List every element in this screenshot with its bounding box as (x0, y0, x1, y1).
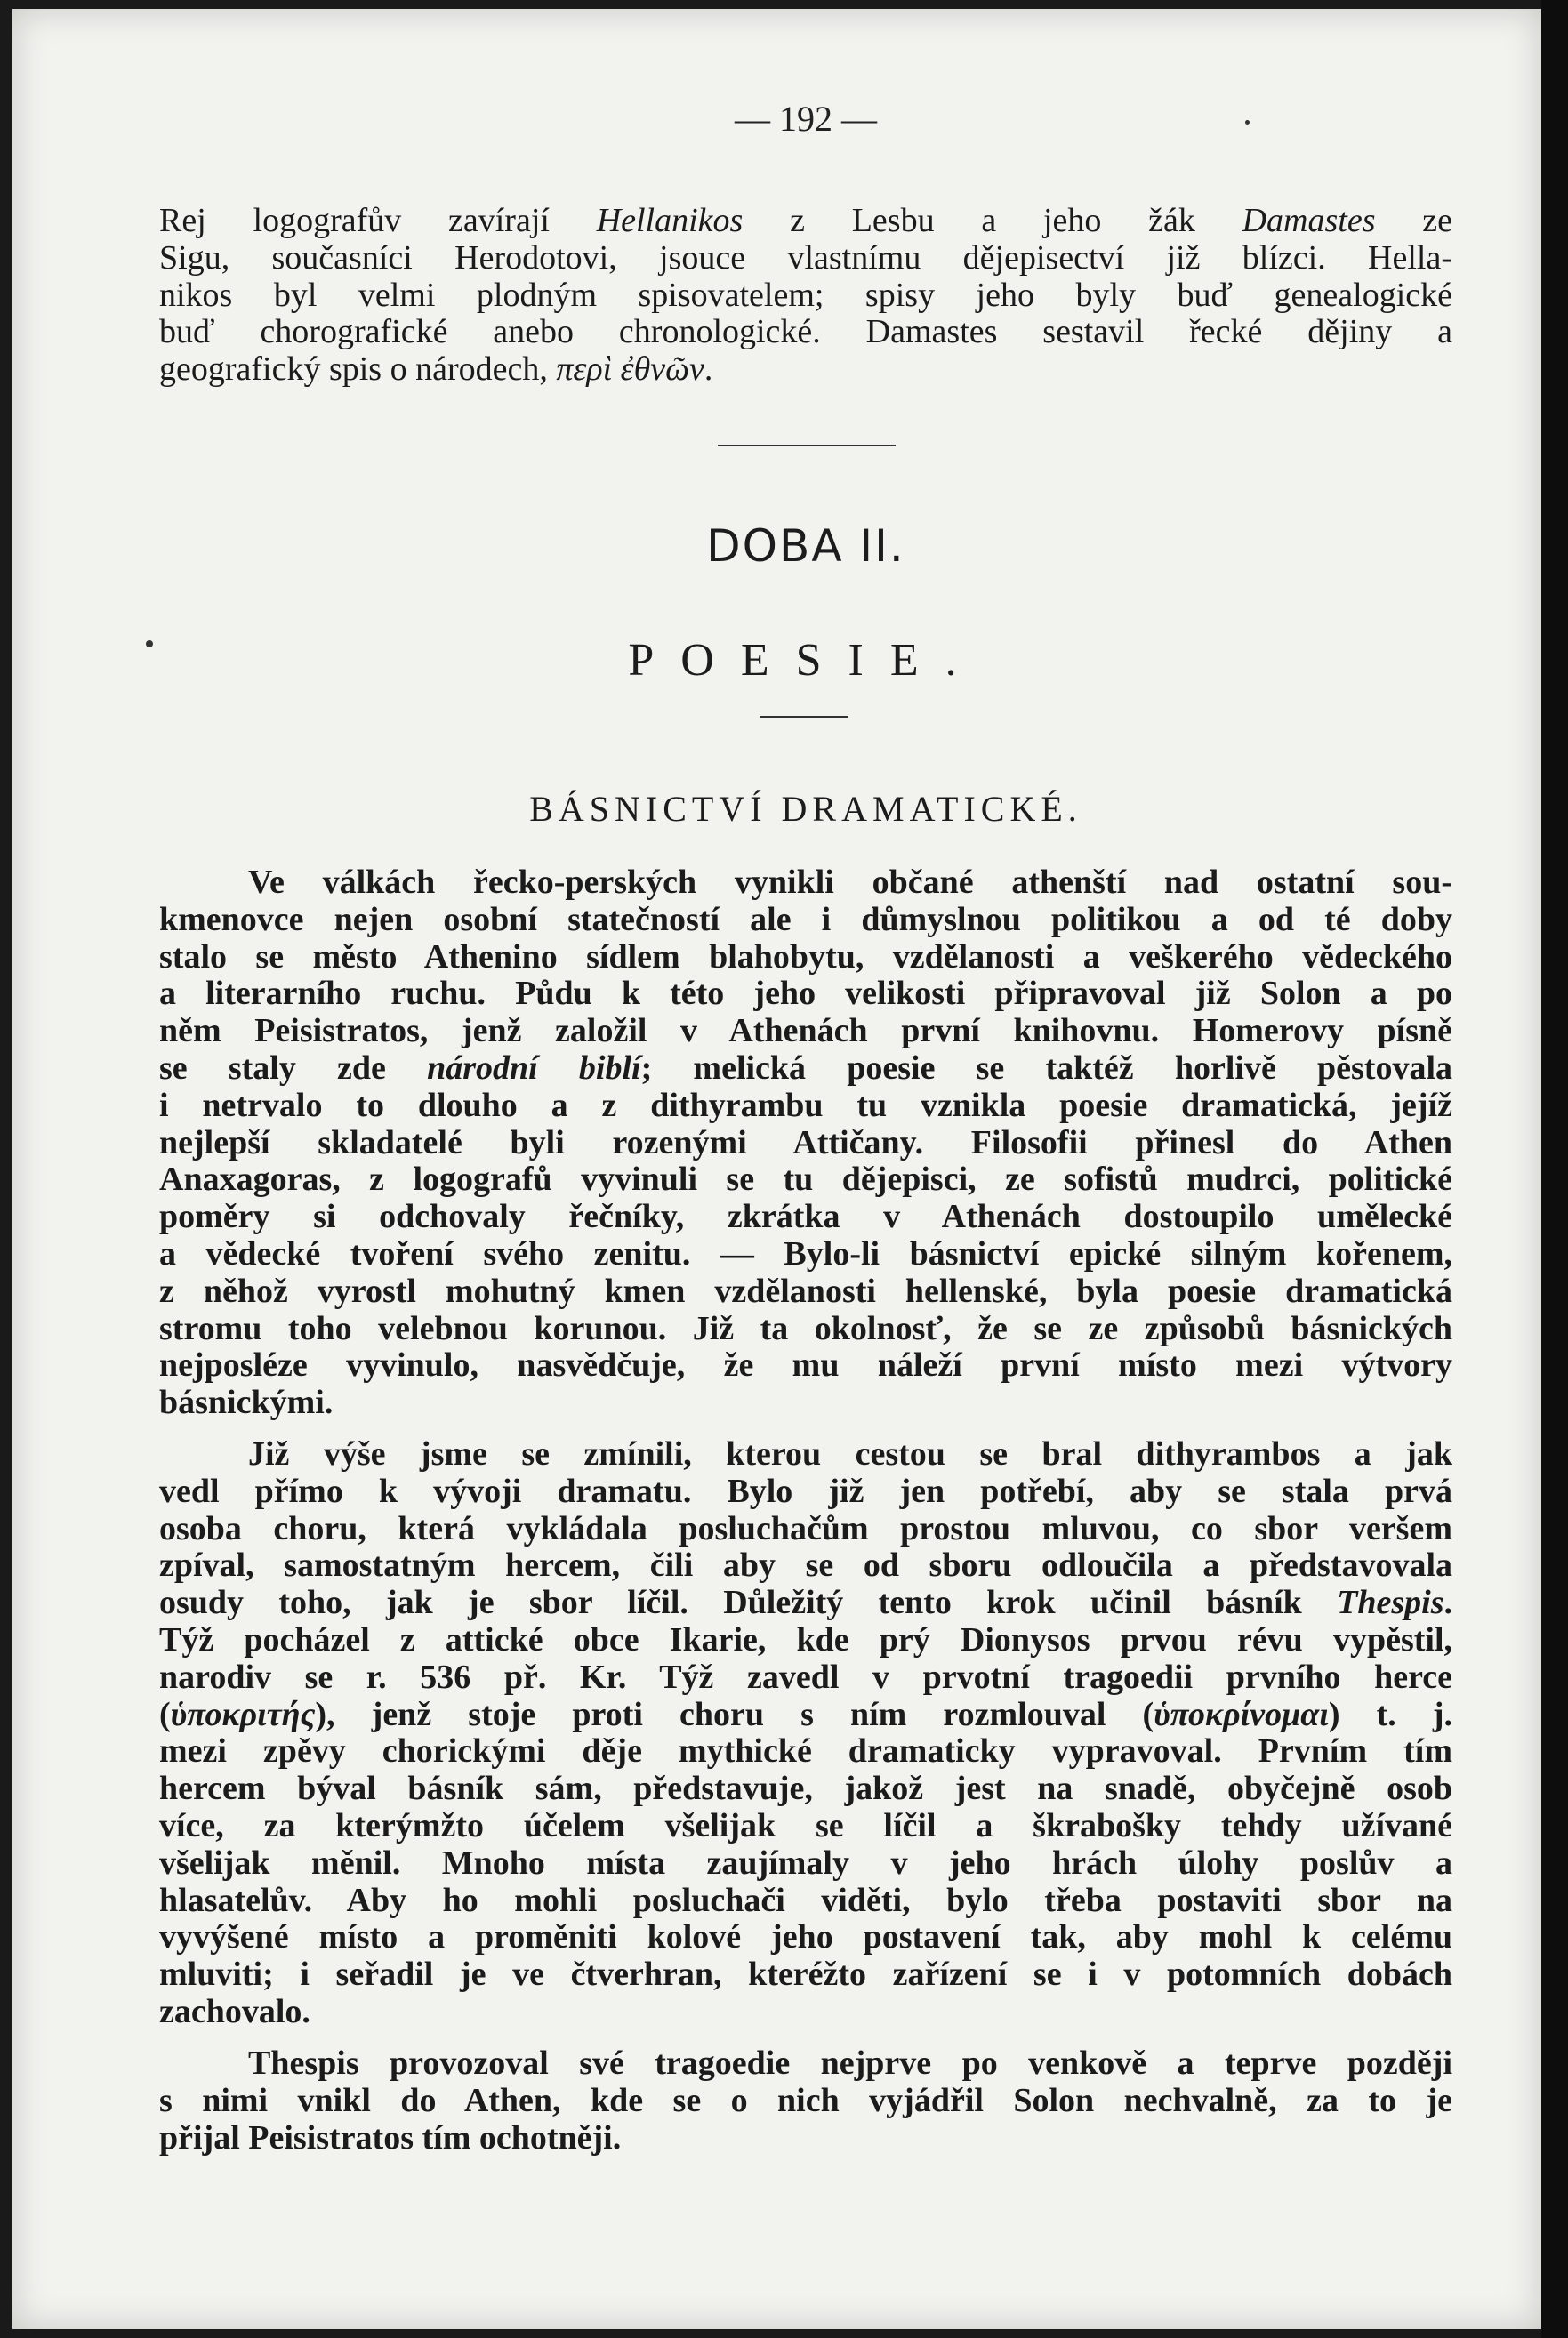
text-line: Týž pocházel z attické obce Ikarie, kde prý Dionysos prvou révu vypěstil, (159, 1620, 1452, 1659)
text-line: vedl přímo k vývoji dramatu. Bylo již jen potřebí, aby se stala prvá (159, 1472, 1452, 1510)
text-line: (ὑποκριτής), jenž stoje proti choru s ním rozmlouval (ὑποκρίνομαι) t. j. (159, 1695, 1453, 1733)
text-line: Rej logografův zavírají Hellanikos z Lesbu a jeho žák Damastes ze (159, 202, 1452, 239)
text-line: poměry si odchovaly řečníky, zkrátka v Athenách dostoupilo umělecké (159, 1198, 1452, 1236)
text-line: něm Peisistratos, jenž založil v Athenách první knihovnu. Homerovy písně (159, 1012, 1452, 1050)
text-line: kmenovce nejen osobní statečností ale i důmyslnou politikou a od té doby (159, 900, 1452, 938)
heading-underline-rule (760, 716, 848, 718)
text-line: Již výše jsme se zmínili, kterou cestou se bral dithyrambos a jak (248, 1435, 1452, 1473)
emphasis-narodni-bibli: národní biblí (427, 1048, 641, 1087)
intro-paragraph (159, 203, 1452, 389)
text-line: mezi zpěvy chorickými děje mythické dramaticky vypravoval. Prvním tím (159, 1732, 1452, 1771)
emphasis-greek-peri: περὶ ἐθνῶν (556, 350, 704, 389)
text-line: Ve válkách řecko-perských vynikli občané athenští nad ostatní sou- (248, 864, 1452, 901)
text-line: osoba choru, která vykládala posluchačům prostou mluvou, co sbor veršem (159, 1509, 1452, 1547)
text-line: se staly zde národní biblí; melická poesie se taktéž horlivě pěstovala (159, 1048, 1453, 1087)
text-line: zachovalo. (159, 1992, 310, 2030)
scan-border-right (1541, 0, 1568, 2338)
text-line: mluviti; i seřadil je ve čtverhran, kteréžto zařízení se i v potomních dobách (159, 1956, 1452, 1994)
text-line: Thespis provozoval své tragoedie nejprve po venkově a teprve později (248, 2045, 1452, 2082)
text-line: nikos byl velmi plodným spisovatelem; spisy jeho byly buď genealogické (159, 276, 1452, 314)
paragraph-3 (159, 2045, 1452, 2157)
text-line: zpíval, samostatným hercem, čili aby se od sboru odloučila a představovala (159, 1547, 1452, 1585)
text-line: nejlepší skladatelé byli rozenými Attičany. Filosofii přinesl do Athen (159, 1123, 1452, 1161)
heading-basnictvi-dramaticke: BÁSNICTVÍ DRAMATICKÉ. (529, 789, 1082, 829)
heading-doba: DOBA II. (706, 520, 905, 572)
text-line: básnickými. (159, 1384, 334, 1422)
text-line: a literarního ruchu. Půdu k této jeho velikosti připravoval již Solon a po (159, 975, 1452, 1013)
text-line: i netrvalo to dlouho a z dithyrambu tu vznikla poesie dramatická, jejíž (159, 1086, 1452, 1124)
text-line: Sigu, současníci Herodotovi, jsouce vlastnímu dějepisectví již blízci. Hella- (159, 238, 1452, 277)
text-column (159, 9, 1452, 2329)
paragraph-2 (159, 1436, 1452, 2031)
text-line: stromu toho velebnou korunou. Již ta okolnosť, že se ze způsobů básnických (159, 1309, 1452, 1347)
text-line: více, za kterýmžto účelem všelijak se líčil a škrabošky tehdy užívané (159, 1806, 1452, 1844)
text-line: nejposléze vyvinulo, nasvědčuje, že mu náleží první místo mezi výtvory (159, 1346, 1452, 1385)
emphasis-hypokrinomai: ὑποκρίνομαι (1154, 1695, 1329, 1733)
scan-speck (1245, 120, 1250, 125)
text-line: s nimi vnikl do Athen, kde se o nich vyjádřil Solon nechvalně, za to je (159, 2081, 1452, 2119)
emphasis-hellanikos: Hellanikos (596, 202, 744, 239)
emphasis-hypokrites: ὑποκριτής (170, 1695, 316, 1733)
text-line: narodiv se r. 536 př. Kr. Týž zavedl v prvotní tragoedii prvního herce (159, 1658, 1452, 1696)
text-line: všelijak měnil. Mnoho místa zaujímaly v jeho hrách úlohy poslův a (159, 1844, 1452, 1882)
text-line: Anaxagoras, z logografů vyvinuli se tu dějepisci, ze sofistů mudrci, politické (159, 1161, 1452, 1199)
text-line: hlasatelův. Aby ho mohli posluchači viděti, bylo třeba postaviti sbor na (159, 1881, 1452, 1919)
text-line: stalo se město Athenino sídlem blahobytu, vzdělanosti a veškerého vědeckého (159, 937, 1452, 976)
page-number: — 192 — (735, 99, 877, 139)
text-line: geografický spis o národech, περὶ ἐθνῶν. (159, 350, 713, 389)
text-line: a vědecké tvoření svého zenitu. — Bylo-li básnictví epické silným kořenem, (159, 1234, 1452, 1273)
text-line: hercem býval básník sám, představuje, jakož jest na snadě, obyčejně osob (159, 1770, 1452, 1808)
text-line: z něhož vyrostl mohutný kmen vzdělanosti hellenské, byla poesie dramatická (159, 1272, 1452, 1310)
text-line: přijal Peisistratos tím ochotněji. (159, 2118, 622, 2157)
section-divider-rule (718, 445, 896, 446)
heading-poesie: POESIE. (628, 635, 984, 686)
text-line: osudy toho, jak je sbor líčil. Důležitý tento krok učinil básník Thespis. (159, 1584, 1452, 1622)
emphasis-thespis: Thespis (1337, 1584, 1444, 1622)
paragraph-1 (159, 864, 1452, 1422)
text-line: buď chorografické anebo chronologické. Damastes sestavil řecké dějiny a (159, 313, 1452, 351)
emphasis-damastes: Damastes (1242, 202, 1376, 239)
scan-speck (146, 640, 153, 647)
scanned-page (12, 9, 1541, 2329)
text-line: vyvýšené místo a proměniti kolové jeho postavení tak, aby mohl k celému (159, 1918, 1452, 1956)
